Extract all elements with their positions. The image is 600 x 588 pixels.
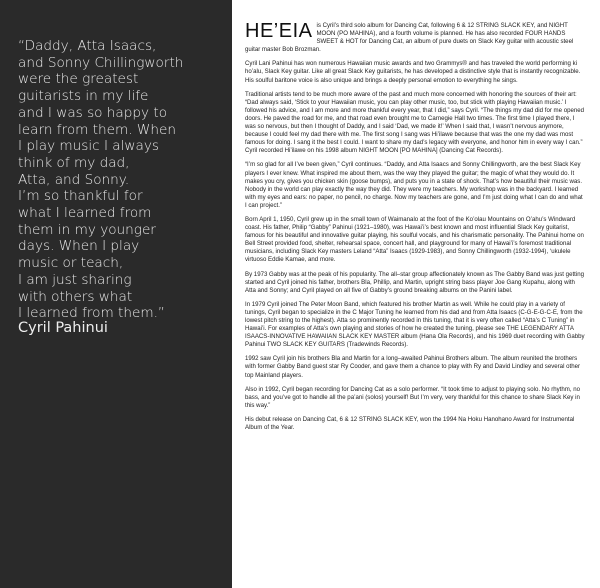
biography-text (245, 22, 585, 438)
paragraph: In 1979 Cyril joined The Peter Moon Band, which featured his brother Martin as well. While he could play in a variety of tunings, Cyril began to specialize in the C Major Tuning he learned from his dad and from Atta Isaacs (C-G-E-G-C-E, from the lowest pitch string to the highest). Atta so prominently recorded in this tuning, that it is very often called “Atta’s C Tuning” in Hawai’i. For examples of Atta’s own playing and stories of how he created the tuning, please see THE LEGENDARY ATTA ISAACS-INNOVATIVE HAWAIIAN SLACK KEY MASTER album (Hana Ola Records), and his 1969 duet recording with Gabby Pahinui TWO SLACK KEY GUITARS (Tradewinds Records). (245, 300, 585, 349)
paragraph: By 1973 Gabby was at the peak of his popularity. The all–star group affectionately known as The Gabby Band was just getting started and Cyril joined his father, brothers Bla, Phillip, and Martin, upright string bass player Joe Gang Kupahu, along with Atta and Sonny; and Cyril played on all five of Gabby’s ground breaking albums on the Panini label. (245, 270, 584, 294)
quote-author: Cyril Pahinui (18, 320, 108, 336)
quote-panel (0, 0, 232, 588)
article-title: HE’EIA (245, 20, 313, 42)
paragraph: Traditional artists tend to be much more aware of the past and much more concerned with honoring the sources of their art: “Dad always said, ‘Stick to your Hawaiian music, you can play other music, too, but stick with playing Hawaiian music.’ I followed his advice, and I am more and more thankful every year, that I did,” says Cyril. “The things my dad did for me opened doors. He paved the road for me, and that road even brought me to Carnegie Hall two times. The first time I played there, I was so nervous, but then I thought of Daddy, and I said ‘Dad, we made it!’ When I said that, I wasn’t nervous anymore, because I could feel my dad there with me. The first song I sang was Hi’ilawe because that was the one my dad was most famous for doing. I sang it the best I could. I want to share my dad’s legacy with everyone, and honor him in every way I can.” Cyril recorded Hi’ilawe on his 1998 album NIGHT MOON [PO MAHINA] (Dancing Cat Records). (245, 90, 585, 155)
paragraph: Also in 1992, Cyril began recording for Dancing Cat as a solo performer. “It took time to adjust to playing solo. No rhythm, no bass, and you’ve got to handle all the pa’ani (solos) yourself! But I’m very, very thankful for this chance to share Slack Key in this way.” (245, 385, 580, 409)
paragraph: His debut release on Dancing Cat, 6 & 12 STRING SLACK KEY, won the 1994 Na Hoku Hanohano Award for Instrumental Album of the Year. (245, 415, 575, 432)
pull-quote: “Daddy, Atta Isaacs, and Sonny Chillingworth were the greatest guitarists in my life and I was so happy to learn from them. When I play music I always think of my dad, Atta, and Sonny. I’m so thankful for what I learned from them in my younger days. When I play music or teach, I am just sharing with others what I learned from them.” (18, 38, 184, 322)
paragraph: Cyril Lani Pahinui has won numerous Hawaiian music awards and two Grammys® and has traveled the world performing ki ho’alu, Slack Key guitar. Like all great Slack Key guitarists, he has developed a distinctive style that is instantly recognizable. His soulful baritone voice is also unique and brings a deeply personal emotion to everything he sings. (245, 60, 581, 84)
paragraph: 1992 saw Cyril join his brothers Bla and Martin for a long–awaited Pahinui Brothers album. The album reunited the brothers with former Gabby Band guest star Ry Cooder, and gave them a chance to play with Ry and David Lindley and several other top Mainland players. (245, 355, 581, 379)
paragraph: “I’m so glad for all I’ve been given,” Cyril continues. “Daddy, and Atta Isaacs and Sonny Chillingworth, are the best Slack Key players I ever knew. What inspired me about them, was the way they played the guitar; the magic of what they would do. It makes you cry, gives you chicken skin (goose bumps), and puts you in a state of shock. That’s how beautiful their music was. Nobody in the world can play exactly the way they did. They were my teachers. My workshop was in the backyard. I learned with my eyes and ears: no paper, no pencil, no charge. Now my teachers are gone, and I’m just doing what I can do and what I can project.” (245, 161, 583, 209)
paragraph: HE’EIA is Cyril’s third solo album for Dancing Cat, following 6 & 12 STRING SLACK KEY, and NIGHT MOON (PO MAHINA), and a fourth volume is planned. He has also recorded FOUR HANDS SWEET & HOT for Dancing Cat, an album of pure duets on Slack Key guitar with acoustic steel guitar master Bob Brozman. (245, 20, 574, 54)
paragraph: Born April 1, 1950, Cyril grew up in the small town of Waimanalo at the foot of the Ko’olau Mountains on O’ahu’s Windward coast. His father, Philip “Gabby” Pahinui (1921–1980), was Hawai’i’s best known and most influential Slack Key guitarist, famous for his beautiful and innovative guitar playing, his soulful vocals, and his charismatic personality. The Pahinui home on Bell Street provided food, shelter, rehearsal space, concert hall, and playground for many of Hawai’i’s foremost traditional musicians, including Slack Key masters Leland “Atta” Isaacs (1929-1983), and Sonny Chillingworth (1932-1994), ‘ukulele virtuoso Eddie Kamae, and more. (245, 215, 584, 264)
